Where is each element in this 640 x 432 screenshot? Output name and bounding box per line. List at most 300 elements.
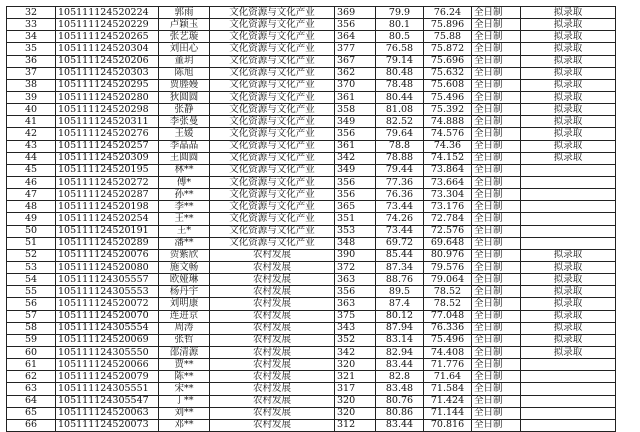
candidate-id-cell: 105111124520309 [56,152,159,164]
major-cell: 文化资源与文化产业 [210,19,335,31]
initial-score-cell: 320 [335,407,376,419]
initial-score-cell: 356 [335,189,376,201]
retest-score-cell: 76.58 [376,43,424,55]
study-mode-cell: 全日制 [472,249,521,261]
major-cell: 文化资源与文化产业 [210,152,335,164]
table-row [7,225,616,237]
study-mode-cell: 全日制 [472,322,521,334]
retest-score-cell: 83.44 [376,419,424,431]
initial-score-cell: 377 [335,43,376,55]
row-number-cell: 55 [7,286,56,298]
table-body [7,7,616,432]
initial-score-cell: 342 [335,346,376,358]
candidate-name-cell: 邓** [159,419,210,431]
total-score-cell: 72.784 [424,213,472,225]
study-mode-cell: 全日制 [472,104,521,116]
admission-result-cell: 拟录取 [521,67,616,79]
study-mode-cell: 全日制 [472,31,521,43]
major-cell: 农村发展 [210,419,335,431]
retest-score-cell: 82.94 [376,346,424,358]
study-mode-cell: 全日制 [472,225,521,237]
table-row [7,249,616,261]
initial-score-cell: 361 [335,91,376,103]
initial-score-cell: 356 [335,176,376,188]
total-score-cell: 75.496 [424,334,472,346]
candidate-name-cell: 卢颖玉 [159,19,210,31]
major-cell: 文化资源与文化产业 [210,225,335,237]
candidate-id-cell: 105111124520257 [56,140,159,152]
admission-result-cell [521,371,616,383]
table-row [7,43,616,55]
major-cell: 农村发展 [210,322,335,334]
total-score-cell: 74.576 [424,128,472,140]
total-score-cell: 79.064 [424,274,472,286]
candidate-name-cell: 贾** [159,359,210,371]
admission-result-cell: 拟录取 [521,322,616,334]
table-row [7,201,616,213]
retest-score-cell: 82.8 [376,371,424,383]
initial-score-cell: 342 [335,152,376,164]
table-row [7,79,616,91]
study-mode-cell: 全日制 [472,164,521,176]
initial-score-cell: 356 [335,286,376,298]
candidate-name-cell: 王圆圆 [159,152,210,164]
admission-result-cell: 拟录取 [521,140,616,152]
major-cell: 农村发展 [210,310,335,322]
admission-result-cell: 拟录取 [521,55,616,67]
candidate-name-cell: 贺紫欣 [159,249,210,261]
retest-score-cell: 89.5 [376,286,424,298]
major-cell: 农村发展 [210,249,335,261]
initial-score-cell: 372 [335,261,376,273]
retest-score-cell: 87.4 [376,298,424,310]
admission-result-cell [521,176,616,188]
initial-score-cell: 375 [335,310,376,322]
candidate-name-cell: 董玥 [159,55,210,67]
row-number-cell: 56 [7,298,56,310]
study-mode-cell: 全日制 [472,334,521,346]
table-row [7,19,616,31]
study-mode-cell: 全日制 [472,19,521,31]
candidate-id-cell: 105111124520311 [56,116,159,128]
initial-score-cell: 353 [335,225,376,237]
row-number-cell: 48 [7,201,56,213]
study-mode-cell: 全日制 [472,419,521,431]
total-score-cell: 74.408 [424,346,472,358]
total-score-cell: 73.304 [424,189,472,201]
study-mode-cell: 全日制 [472,176,521,188]
row-number-cell: 61 [7,359,56,371]
study-mode-cell: 全日制 [472,346,521,358]
candidate-id-cell: 105111124520206 [56,55,159,67]
retest-score-cell: 79.9 [376,7,424,19]
row-number-cell: 64 [7,395,56,407]
candidate-name-cell: 周涛 [159,322,210,334]
candidate-id-cell: 105111124305557 [56,274,159,286]
total-score-cell: 71.64 [424,371,472,383]
row-number-cell: 52 [7,249,56,261]
row-number-cell: 32 [7,7,56,19]
total-score-cell: 73.664 [424,176,472,188]
retest-score-cell: 69.72 [376,237,424,249]
candidate-id-cell: 105111124520280 [56,91,159,103]
study-mode-cell: 全日制 [472,43,521,55]
admission-result-cell: 拟录取 [521,43,616,55]
candidate-name-cell: 郭雨 [159,7,210,19]
row-number-cell: 62 [7,371,56,383]
candidate-name-cell: 贾塍嫚 [159,79,210,91]
table-row [7,371,616,383]
initial-score-cell: 349 [335,164,376,176]
retest-score-cell: 81.08 [376,104,424,116]
candidate-id-cell: 105111124305551 [56,383,159,395]
retest-score-cell: 73.44 [376,201,424,213]
total-score-cell: 73.176 [424,201,472,213]
major-cell: 农村发展 [210,334,335,346]
candidate-id-cell: 105111124520303 [56,67,159,79]
admission-result-cell: 拟录取 [521,7,616,19]
total-score-cell: 76.336 [424,322,472,334]
table-row [7,31,616,43]
major-cell: 农村发展 [210,371,335,383]
initial-score-cell: 320 [335,395,376,407]
candidate-id-cell: 105111124520254 [56,213,159,225]
table-row [7,286,616,298]
study-mode-cell: 全日制 [472,395,521,407]
total-score-cell: 78.52 [424,298,472,310]
table-row [7,310,616,322]
admission-result-cell: 拟录取 [521,346,616,358]
admission-result-cell [521,201,616,213]
major-cell: 文化资源与文化产业 [210,31,335,43]
row-number-cell: 49 [7,213,56,225]
retest-score-cell: 78.8 [376,140,424,152]
candidate-id-cell: 105111124520224 [56,7,159,19]
total-score-cell: 74.152 [424,152,472,164]
total-score-cell: 75.696 [424,55,472,67]
initial-score-cell: 364 [335,31,376,43]
initial-score-cell: 356 [335,128,376,140]
initial-score-cell: 363 [335,298,376,310]
total-score-cell: 72.576 [424,225,472,237]
candidate-id-cell: 105111124305554 [56,322,159,334]
admission-result-cell: 拟录取 [521,79,616,91]
retest-score-cell: 76.36 [376,189,424,201]
candidate-id-cell: 105111124520287 [56,189,159,201]
row-number-cell: 35 [7,43,56,55]
initial-score-cell: 348 [335,237,376,249]
candidate-name-cell: 王** [159,213,210,225]
admission-result-cell [521,225,616,237]
total-score-cell: 75.496 [424,91,472,103]
total-score-cell: 71.424 [424,395,472,407]
candidate-id-cell: 105111124520070 [56,310,159,322]
retest-score-cell: 83.14 [376,334,424,346]
total-score-cell: 75.632 [424,67,472,79]
candidate-id-cell: 105111124520298 [56,104,159,116]
retest-score-cell: 88.76 [376,274,424,286]
candidate-id-cell: 105111124520195 [56,164,159,176]
admission-result-cell [521,359,616,371]
retest-score-cell: 78.88 [376,152,424,164]
major-cell: 农村发展 [210,274,335,286]
candidate-id-cell: 105111124520063 [56,407,159,419]
candidate-id-cell: 105111124520066 [56,359,159,371]
initial-score-cell: 356 [335,19,376,31]
row-number-cell: 45 [7,164,56,176]
retest-score-cell: 80.48 [376,67,424,79]
retest-score-cell: 80.86 [376,407,424,419]
study-mode-cell: 全日制 [472,152,521,164]
candidate-id-cell: 105111124520069 [56,334,159,346]
major-cell: 农村发展 [210,407,335,419]
table-row [7,298,616,310]
row-number-cell: 43 [7,140,56,152]
study-mode-cell: 全日制 [472,67,521,79]
admission-result-cell [521,419,616,431]
candidate-name-cell: 张哲 [159,334,210,346]
initial-score-cell: 321 [335,371,376,383]
retest-score-cell: 79.64 [376,128,424,140]
admission-result-cell: 拟录取 [521,310,616,322]
study-mode-cell: 全日制 [472,189,521,201]
total-score-cell: 71.776 [424,359,472,371]
table-row [7,152,616,164]
initial-score-cell: 370 [335,79,376,91]
major-cell: 文化资源与文化产业 [210,237,335,249]
table-row [7,334,616,346]
row-number-cell: 47 [7,189,56,201]
candidate-id-cell: 105111124520076 [56,249,159,261]
total-score-cell: 80.976 [424,249,472,261]
candidate-id-cell: 105111124520295 [56,79,159,91]
admission-result-cell: 拟录取 [521,334,616,346]
initial-score-cell: 363 [335,274,376,286]
candidate-name-cell: 孙** [159,189,210,201]
table-row [7,237,616,249]
retest-score-cell: 80.44 [376,91,424,103]
study-mode-cell: 全日制 [472,261,521,273]
admission-result-cell: 拟录取 [521,286,616,298]
candidate-name-cell: 宋** [159,383,210,395]
row-number-cell: 60 [7,346,56,358]
row-number-cell: 44 [7,152,56,164]
total-score-cell: 71.144 [424,407,472,419]
candidate-id-cell: 105111124520191 [56,225,159,237]
major-cell: 农村发展 [210,346,335,358]
study-mode-cell: 全日制 [472,55,521,67]
candidate-name-cell: 陈** [159,371,210,383]
total-score-cell: 75.88 [424,31,472,43]
study-mode-cell: 全日制 [472,407,521,419]
retest-score-cell: 80.1 [376,19,424,31]
major-cell: 文化资源与文化产业 [210,43,335,55]
candidate-name-cell: 邵清源 [159,346,210,358]
candidate-name-cell: 潘** [159,237,210,249]
candidate-name-cell: 张静 [159,104,210,116]
candidate-id-cell: 105111124520080 [56,261,159,273]
table-row [7,274,616,286]
total-score-cell: 73.864 [424,164,472,176]
total-score-cell: 75.896 [424,19,472,31]
major-cell: 文化资源与文化产业 [210,189,335,201]
major-cell: 文化资源与文化产业 [210,55,335,67]
admission-list-table [6,6,616,432]
candidate-id-cell: 105111124520289 [56,237,159,249]
row-number-cell: 53 [7,261,56,273]
candidate-id-cell: 105111124520229 [56,19,159,31]
total-score-cell: 69.648 [424,237,472,249]
table-row [7,116,616,128]
candidate-name-cell: 李张曼 [159,116,210,128]
candidate-name-cell: 施文畅 [159,261,210,273]
study-mode-cell: 全日制 [472,7,521,19]
row-number-cell: 40 [7,104,56,116]
study-mode-cell: 全日制 [472,371,521,383]
candidate-name-cell: 王* [159,225,210,237]
row-number-cell: 41 [7,116,56,128]
initial-score-cell: 349 [335,116,376,128]
major-cell: 文化资源与文化产业 [210,164,335,176]
initial-score-cell: 343 [335,322,376,334]
row-number-cell: 37 [7,67,56,79]
study-mode-cell: 全日制 [472,79,521,91]
admission-result-cell: 拟录取 [521,91,616,103]
major-cell: 文化资源与文化产业 [210,104,335,116]
retest-score-cell: 77.36 [376,176,424,188]
candidate-id-cell: 105111124520073 [56,419,159,431]
retest-score-cell: 78.48 [376,79,424,91]
table-row [7,55,616,67]
retest-score-cell: 79.14 [376,55,424,67]
retest-score-cell: 83.44 [376,359,424,371]
candidate-name-cell: 林** [159,164,210,176]
candidate-name-cell: 杨丹宇 [159,286,210,298]
admission-result-cell [521,395,616,407]
candidate-id-cell: 105111124520079 [56,371,159,383]
total-score-cell: 74.888 [424,116,472,128]
admission-result-cell: 拟录取 [521,19,616,31]
row-number-cell: 58 [7,322,56,334]
table-row [7,359,616,371]
candidate-name-cell: 李** [159,201,210,213]
candidate-name-cell: 王媛 [159,128,210,140]
initial-score-cell: 358 [335,104,376,116]
table-row [7,128,616,140]
candidate-name-cell: 欧娅琳 [159,274,210,286]
row-number-cell: 46 [7,176,56,188]
table-row [7,395,616,407]
initial-score-cell: 390 [335,249,376,261]
admission-result-cell: 拟录取 [521,104,616,116]
row-number-cell: 65 [7,407,56,419]
major-cell: 文化资源与文化产业 [210,79,335,91]
study-mode-cell: 全日制 [472,201,521,213]
retest-score-cell: 87.94 [376,322,424,334]
retest-score-cell: 80.76 [376,395,424,407]
study-mode-cell: 全日制 [472,298,521,310]
table-row [7,67,616,79]
row-number-cell: 54 [7,274,56,286]
major-cell: 文化资源与文化产业 [210,128,335,140]
admission-result-cell [521,189,616,201]
initial-score-cell: 320 [335,359,376,371]
candidate-id-cell: 105111124305550 [56,346,159,358]
study-mode-cell: 全日制 [472,116,521,128]
study-mode-cell: 全日制 [472,383,521,395]
candidate-name-cell: 张艺璇 [159,31,210,43]
row-number-cell: 57 [7,310,56,322]
row-number-cell: 63 [7,383,56,395]
retest-score-cell: 79.44 [376,164,424,176]
admission-result-cell [521,164,616,176]
major-cell: 农村发展 [210,286,335,298]
candidate-id-cell: 105111124520198 [56,201,159,213]
row-number-cell: 66 [7,419,56,431]
total-score-cell: 71.584 [424,383,472,395]
study-mode-cell: 全日制 [472,310,521,322]
major-cell: 文化资源与文化产业 [210,67,335,79]
candidate-name-cell: 狄圆圆 [159,91,210,103]
total-score-cell: 70.816 [424,419,472,431]
admission-result-cell: 拟录取 [521,128,616,140]
retest-score-cell: 83.48 [376,383,424,395]
initial-score-cell: 367 [335,55,376,67]
retest-score-cell: 82.52 [376,116,424,128]
study-mode-cell: 全日制 [472,128,521,140]
table-row [7,322,616,334]
row-number-cell: 36 [7,55,56,67]
retest-score-cell: 87.34 [376,261,424,273]
admission-result-cell: 拟录取 [521,274,616,286]
candidate-id-cell: 105111124520276 [56,128,159,140]
major-cell: 文化资源与文化产业 [210,213,335,225]
initial-score-cell: 312 [335,419,376,431]
major-cell: 农村发展 [210,395,335,407]
table-row [7,164,616,176]
admission-result-cell [521,237,616,249]
initial-score-cell: 362 [335,67,376,79]
admission-result-cell: 拟录取 [521,152,616,164]
row-number-cell: 51 [7,237,56,249]
admission-result-cell [521,407,616,419]
candidate-name-cell: 丁** [159,395,210,407]
table-row [7,419,616,431]
total-score-cell: 75.872 [424,43,472,55]
candidate-id-cell: 105111124520265 [56,31,159,43]
table-row [7,261,616,273]
initial-score-cell: 351 [335,213,376,225]
table-row [7,407,616,419]
total-score-cell: 76.24 [424,7,472,19]
major-cell: 文化资源与文化产业 [210,201,335,213]
row-number-cell: 39 [7,91,56,103]
table-row [7,104,616,116]
total-score-cell: 75.392 [424,104,472,116]
study-mode-cell: 全日制 [472,213,521,225]
table-row [7,383,616,395]
candidate-id-cell: 105111124520272 [56,176,159,188]
admission-result-cell: 拟录取 [521,261,616,273]
major-cell: 文化资源与文化产业 [210,116,335,128]
row-number-cell: 38 [7,79,56,91]
retest-score-cell: 74.26 [376,213,424,225]
major-cell: 文化资源与文化产业 [210,7,335,19]
study-mode-cell: 全日制 [472,140,521,152]
candidate-name-cell: 李晶晶 [159,140,210,152]
initial-score-cell: 317 [335,383,376,395]
retest-score-cell: 85.44 [376,249,424,261]
